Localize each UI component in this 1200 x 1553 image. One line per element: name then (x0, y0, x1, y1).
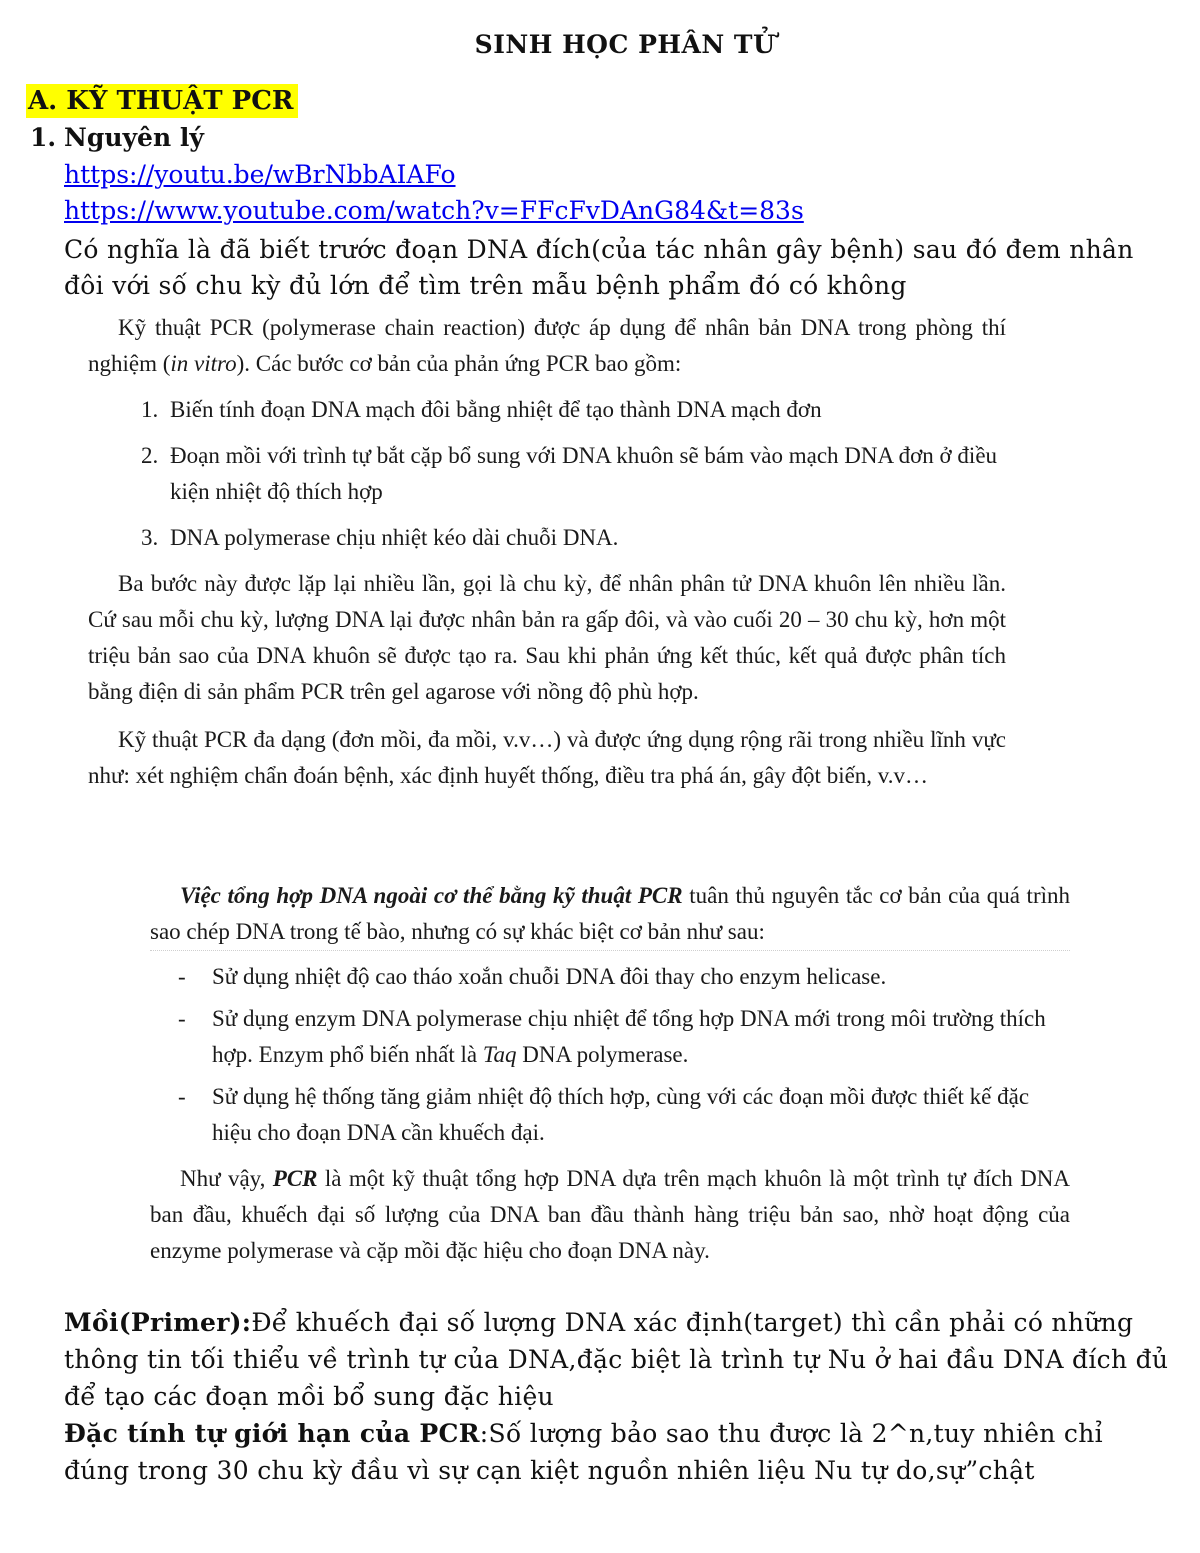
intro-paragraph: Có nghĩa là đã biết trước đoạn DNA đích(của tác nhân gây bệnh) sau đó đem nhân đôi với số chu kỳ đủ lớn để tìm trên mẫu bệnh phẩm đó có không (64, 235, 1134, 300)
youtube-link-2[interactable]: https://www.youtube.com/watch?v=FFcFvDAnG84&t=83s (64, 196, 804, 225)
scan2-lead: Việc tổng hợp DNA ngoài cơ thể bằng kỹ thuật PCR tuân thủ nguyên tắc cơ bản của quá trình sao chép DNA trong tế bào, nhưng có sự khác biệt cơ bản như sau: (150, 883, 1070, 944)
divider (150, 950, 1070, 951)
subsection-title: Nguyên lý (64, 123, 204, 152)
pcr-step: 2. Đoạn mồi với trình tự bắt cặp bổ sung với DNA khuôn sẽ bám vào mạch DNA đơn ở điều kiện nhiệt độ thích hợp (164, 438, 1006, 510)
self-limit-paragraph: Đặc tính tự giới hạn của PCR:Số lượng bảo sao thu được là 2^n,tuy nhiên chỉ đúng trong 30 chu kỳ đầu vì sự cạn kiệt nguồn nhiên liệu Nu tự do,sự”chật (64, 1419, 1103, 1485)
primer-label: Mồi(Primer): (64, 1308, 252, 1337)
scan1-paragraph-cycles: Ba bước này được lặp lại nhiều lần, gọi là chu kỳ, để nhân phân tử DNA khuôn lên nhiều lần. Cứ sau mỗi chu kỳ, lượng DNA lại được nhân bản ra gấp đôi, và vào cuối 20 – 30 chu kỳ, hơn một triệu bản sao của DNA khuôn sẽ được tạo ra. Sau khi phản ứng kết thúc, kết quả được phân tích bằng điện di sản phẩm PCR trên gel agarose với nồng độ phù hợp. (88, 571, 1006, 704)
difference-item: - Sử dụng nhiệt độ cao tháo xoắn chuỗi DNA đôi thay cho enzym helicase. (178, 964, 887, 989)
difference-item: - Sử dụng enzym DNA polymerase chịu nhiệt để tổng hợp DNA mới trong môi trường thích hợp. Enzym phổ biến nhất là Taq DNA polymerase. (178, 1006, 1046, 1067)
scan1-paragraph-applications: Kỹ thuật PCR đa dạng (đơn mồi, đa mồi, v.v…) và được ứng dụng rộng rãi trong nhiều lĩnh vực như: xét nghiệm chẩn đoán bệnh, xác định huyết thống, điều tra phá án, gây đột biến, v.v… (88, 727, 1006, 788)
scan2-conclusion: Như vậy, PCR là một kỹ thuật tổng hợp DNA dựa trên mạch khuôn là một trình tự đích DNA ban đầu, khuếch đại số lượng của DNA ban đầu thành hàng triệu bản sao, nhờ hoạt động của enzyme polymerase và cặp mồi đặc hiệu cho đoạn DNA này. (150, 1166, 1071, 1263)
primer-paragraph: Mồi(Primer):Để khuếch đại số lượng DNA xác định(target) thì cần phải có những thông tin tối thiểu về trình tự của DNA,đặc biệt là trình tự Nu ở hai đầu DNA đích đủ để tạo các đoạn mồi bổ sung đặc hiệu (64, 1308, 1169, 1411)
scan1-intro: Kỹ thuật PCR (polymerase chain reaction) được áp dụng để nhân bản DNA trong phòng thí nghiệm (in vitro). Các bước cơ bản của phản ứng PCR bao gồm: (88, 315, 1006, 376)
bottom-notes (64, 1304, 1176, 1489)
scan-excerpt-2 (150, 878, 1070, 1269)
scan-excerpt-1 (88, 310, 1006, 794)
pcr-step: 3. DNA polymerase chịu nhiệt kéo dài chuỗi DNA. (164, 520, 1006, 556)
pcr-step: 1. Biến tính đoạn DNA mạch đôi bằng nhiệt để tạo thành DNA mạch đơn (164, 392, 1006, 428)
self-limit-label: Đặc tính tự giới hạn của PCR (64, 1419, 480, 1448)
document-title: SINH HỌC PHÂN TỬ (474, 30, 776, 59)
subsection-number: 1. (30, 123, 57, 152)
section-a-heading: A. KỸ THUẬT PCR (26, 84, 298, 118)
pcr-differences-list (150, 959, 1070, 1151)
subsection-1-heading (30, 120, 204, 156)
difference-item: - Sử dụng hệ thống tăng giảm nhiệt độ thích hợp, cùng với các đoạn mồi được thiết kế đặc hiệu cho đoạn DNA cần khuếch đại. (178, 1084, 1030, 1145)
youtube-link-1[interactable]: https://youtu.be/wBrNbbAIAFo (64, 160, 456, 189)
pcr-steps-list (88, 392, 1006, 556)
